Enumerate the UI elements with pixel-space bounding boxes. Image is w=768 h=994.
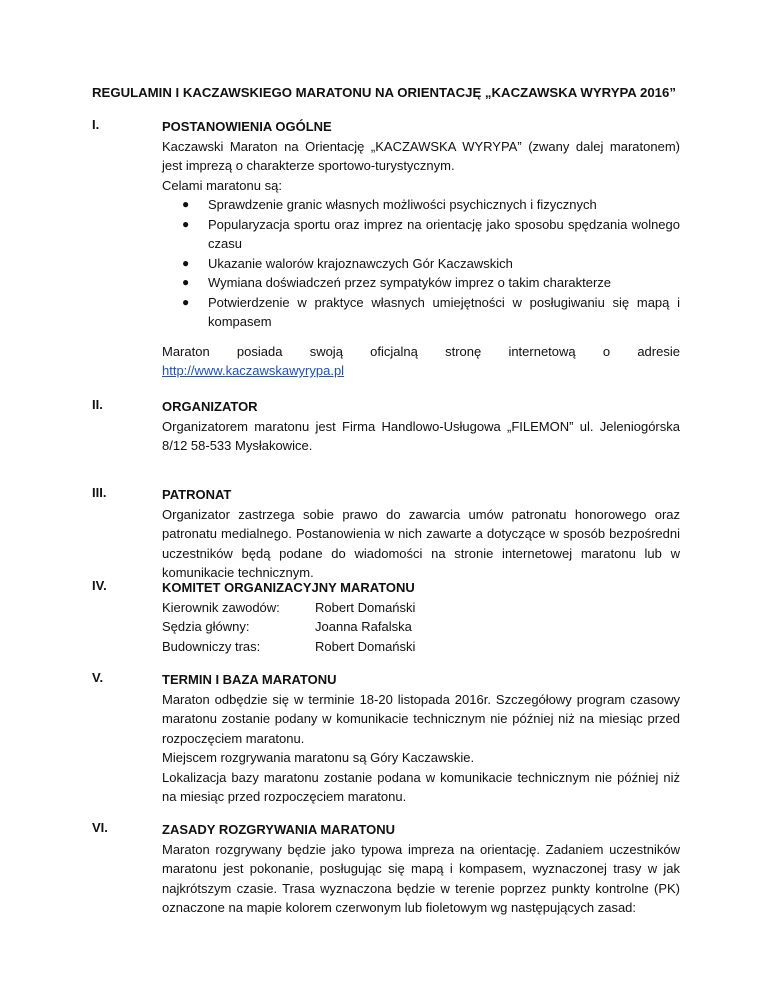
committee-role: Budowniczy tras: <box>162 638 261 654</box>
section-content <box>162 485 680 583</box>
table-row <box>162 617 415 637</box>
bullet-icon: ● <box>182 294 190 309</box>
committee-table <box>162 598 415 657</box>
section-content <box>162 117 680 381</box>
section-text: Maraton odbędzie się w terminie 18-20 listopada 2016r. Szczegółowy program czasowy maratonu zostanie podany w komunikacie technicznym nie później niż na miesiąc przed rozpoczęciem maratonu. <box>162 691 680 746</box>
section-number: V. <box>92 670 104 685</box>
bullet-icon: ● <box>182 255 190 270</box>
section-text: Maraton rozgrywany będzie jako typowa impreza na orientację. Zadaniem uczestników maratonu jest pokonanie, posługując się mapą i kompasem, wyznaczonej trasy w jak najkrótszym czasie. Trasa wyznaczona będzie w terenie poprzez punkty kontrolne (PK) oznaczone na mapie kolorem czerwonym lub fioletowym wg następujących zasad: <box>162 841 680 915</box>
list-item: ● Sprawdzenie granic własnych możliwości psychicznych i fizycznych <box>162 195 680 215</box>
list-item: ● Wymiana doświadczeń przez sympatyków imprez o takim charakterze <box>162 273 680 293</box>
website-link[interactable]: http://www.kaczawskawyrypa.pl <box>162 363 345 378</box>
section-heading: PATRONAT <box>162 487 232 502</box>
committee-role: Kierownik zawodów: <box>162 599 280 615</box>
section-text: Organizator zastrzega sobie prawo do zawarcia umów patronatu honorowego oraz patronatu medialnego. Postanowienia w nich zawarte a dotyczące w sposób bezpośredni uczestników będą podane do wiadomości na stronie internetowej maratonu lub w komunikacie technicznym. <box>162 506 680 580</box>
goals-list <box>162 195 680 332</box>
section-text: Lokalizacja bazy maratonu zostanie podana w komunikacie technicznym nie później niż na miesiąc przed rozpoczęciem maratonu. <box>162 769 680 804</box>
section-heading: ORGANIZATOR <box>162 399 258 414</box>
section-heading: ZASADY ROZGRYWANIA MARATONU <box>162 822 396 837</box>
list-item: ● Potwierdzenie w praktyce własnych umiejętności w posługiwaniu się mapą i kompasem <box>182 294 680 329</box>
section-number: I. <box>92 117 100 132</box>
table-row <box>162 598 415 618</box>
list-item: ● Ukazanie walorów krajoznawczych Gór Kaczawskich <box>162 254 680 274</box>
section-number: VI. <box>92 820 108 835</box>
committee-member: Robert Domański <box>315 638 416 654</box>
section-text: Miejscem rozgrywania maratonu są Góry Kaczawskie. <box>162 750 475 765</box>
section-content <box>162 820 680 918</box>
section-content <box>162 397 680 456</box>
section-content <box>162 670 680 807</box>
section-number: III. <box>92 485 107 500</box>
committee-role: Sędzia główny: <box>162 619 250 634</box>
section-heading: KOMITET ORGANIZACYJNY MARATONU <box>162 580 415 595</box>
website-sentence: Maraton posiada swoją oficjalną stronę internetową o adresie <box>162 343 680 359</box>
goals-label: Celami maratonu są: <box>162 177 282 193</box>
table-row <box>162 637 415 657</box>
section-number: II. <box>92 397 103 412</box>
committee-member: Robert Domański <box>315 599 416 615</box>
bullet-icon: ● <box>182 216 190 231</box>
section-heading: POSTANOWIENIA OGÓLNE <box>162 119 332 134</box>
section-number: IV. <box>92 578 107 593</box>
section-text: Organizatorem maratonu jest Firma Handlowo-Usługowa „FILEMON” ul. Jeleniogórska 8/12 58-533 Mysłakowice. <box>162 418 680 453</box>
committee-member: Joanna Rafalska <box>315 619 412 634</box>
section-intro: Kaczawski Maraton na Orientację „KACZAWSKA WYRYPA” (zwany dalej maratonem) jest imprezą o charakterze sportowo-turystycznym. <box>162 138 680 173</box>
section-heading: TERMIN I BAZA MARATONU <box>162 672 337 687</box>
section-content <box>162 578 680 656</box>
bullet-icon: ● <box>182 275 190 289</box>
bullet-icon: ● <box>182 197 190 211</box>
list-item: ● Popularyzacja sportu oraz imprez na orientację jako sposobu spędzania wolnego czasu <box>182 216 680 251</box>
document-title: REGULAMIN I KACZAWSKIEGO MARATONU NA ORIENTACJĘ „KACZAWSKA WYRYPA 2016” <box>92 85 676 100</box>
